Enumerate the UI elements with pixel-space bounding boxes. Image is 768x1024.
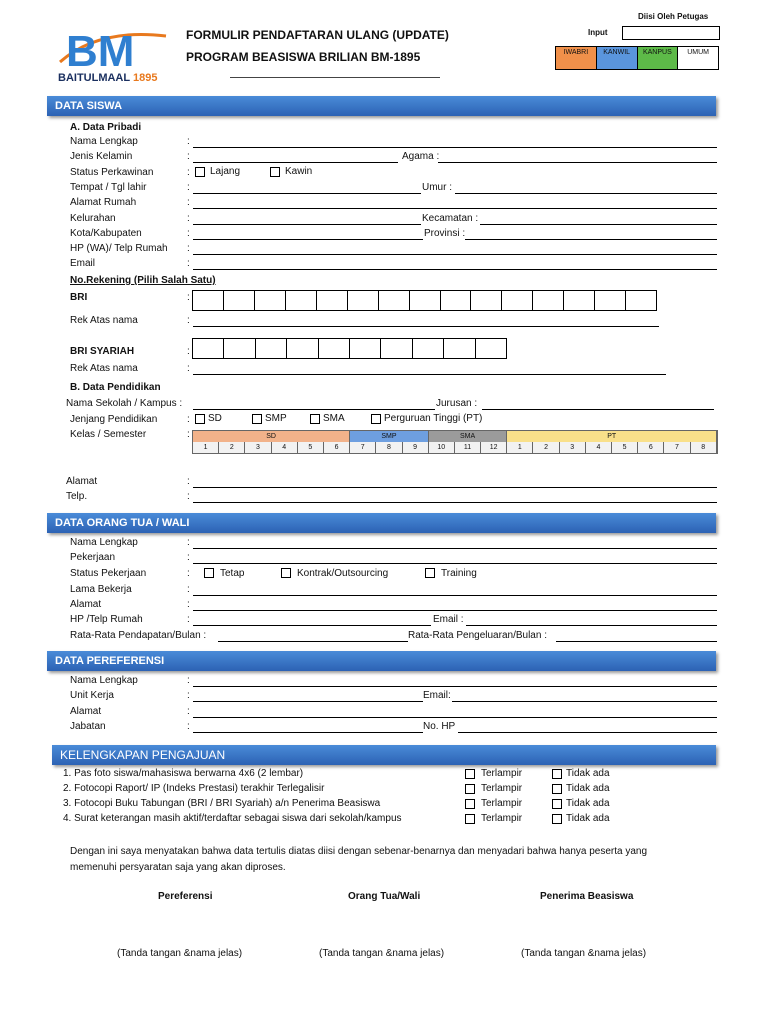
office-fill-cell[interactable] xyxy=(638,58,679,69)
grade-number-cell[interactable]: 11 xyxy=(455,442,481,453)
account-digit-box[interactable] xyxy=(224,291,255,310)
account-digit-box[interactable] xyxy=(255,291,286,310)
label-tidak-ada: Tidak ada xyxy=(566,783,610,794)
field-email-ref[interactable] xyxy=(452,701,717,702)
colon: : xyxy=(187,292,190,303)
colon: : xyxy=(187,476,190,487)
label-no-rekening: No.Rekening (Pilih Salah Satu) xyxy=(70,275,216,286)
field-email-ortu[interactable] xyxy=(466,625,717,626)
account-digit-box[interactable] xyxy=(193,339,224,358)
checkbox-smp[interactable] xyxy=(252,414,262,424)
sig-note-penerima: (Tanda tangan &nama jelas) xyxy=(521,948,647,959)
grade-grid xyxy=(192,430,718,454)
label-email-ortu: Email : xyxy=(433,614,464,625)
field-nama[interactable] xyxy=(193,147,717,148)
checkbox-tidak-ada[interactable] xyxy=(552,814,562,824)
field-umur[interactable] xyxy=(455,193,717,194)
account-digit-box[interactable] xyxy=(502,291,533,310)
grade-number-cell[interactable]: 12 xyxy=(481,442,507,453)
label-jenis-kelamin: Jenis Kelamin xyxy=(70,151,133,162)
checkbox-pt[interactable] xyxy=(371,414,381,424)
grade-number-cell[interactable]: 4 xyxy=(586,442,612,453)
label-nama-sekolah: Nama Sekolah / Kampus : xyxy=(66,398,183,409)
account-digit-box[interactable] xyxy=(379,291,410,310)
checkbox-tidak-ada[interactable] xyxy=(552,784,562,794)
account-digit-box[interactable] xyxy=(441,291,472,310)
label-email: Email xyxy=(70,258,96,269)
label-kota: Kota/Kabupaten xyxy=(70,228,142,239)
grade-number-cell[interactable]: 1 xyxy=(507,442,533,453)
label-rek-atas-nama-bri: Rek Atas nama xyxy=(70,315,138,326)
colon: : xyxy=(187,414,190,425)
office-note: Diisi Oleh Petugas xyxy=(638,12,709,21)
label-kecamatan: Kecamatan : xyxy=(422,213,479,224)
checkbox-tidak-ada[interactable] xyxy=(552,769,562,779)
grade-number-cell[interactable]: 8 xyxy=(376,442,402,453)
label-kontrak: Kontrak/Outsourcing xyxy=(297,568,389,579)
label-hp-ortu: HP /Telp Rumah xyxy=(70,614,143,625)
account-digit-box[interactable] xyxy=(410,291,441,310)
label-lajang: Lajang xyxy=(210,166,241,177)
colon: : xyxy=(187,552,190,563)
field-rek-atas-nama-bri[interactable] xyxy=(193,326,659,327)
office-col-iwabri: IWABRI xyxy=(556,47,597,58)
label-level-smp: SMP xyxy=(265,413,287,424)
label-jurusan: Jurusan : xyxy=(436,398,478,409)
label-telp-sekolah: Telp. xyxy=(66,491,88,502)
field-pekerjaan[interactable] xyxy=(193,563,717,564)
label-kelas-semester: Kelas / Semester xyxy=(70,429,147,440)
sub-data-pendidikan: B. Data Pendidikan xyxy=(70,382,161,393)
colon: : xyxy=(187,491,190,502)
colon: : xyxy=(187,182,190,193)
field-hp-ortu[interactable] xyxy=(193,625,431,626)
label-pengeluaran: Rata-Rata Pengeluaran/Bulan : xyxy=(408,630,547,641)
field-telp-sekolah[interactable] xyxy=(193,502,717,503)
account-digit-box[interactable] xyxy=(533,291,564,310)
grade-number-cell[interactable]: 5 xyxy=(612,442,638,453)
input-label: Input xyxy=(588,28,608,37)
field-jabatan[interactable] xyxy=(193,732,423,733)
logo-wordmark: BAITULMAAL 1895 xyxy=(58,72,158,84)
label-nama-ref: Nama Lengkap xyxy=(70,675,138,686)
colon: : xyxy=(187,167,190,178)
field-alamat-sekolah[interactable] xyxy=(193,487,717,488)
colon: : xyxy=(187,197,190,208)
office-fill-cell[interactable] xyxy=(678,58,718,69)
grade-number-cell[interactable]: 6 xyxy=(324,442,350,453)
label-alamat-rumah: Alamat Rumah xyxy=(70,197,137,208)
label-unit-kerja: Unit Kerja xyxy=(70,690,114,701)
sig-note-ref: (Tanda tangan &nama jelas) xyxy=(117,948,243,959)
label-alamat-sekolah: Alamat xyxy=(66,476,98,487)
field-hp[interactable] xyxy=(193,254,717,255)
field-unit-kerja[interactable] xyxy=(193,701,423,702)
account-digit-box[interactable] xyxy=(348,291,379,310)
colon: : xyxy=(187,614,190,625)
checkbox-terlampir[interactable] xyxy=(465,814,475,824)
account-digit-box[interactable] xyxy=(381,339,412,358)
grade-number-cell[interactable]: 8 xyxy=(691,442,717,453)
label-tidak-ada: Tidak ada xyxy=(566,798,610,809)
grade-number-cell[interactable]: 6 xyxy=(638,442,664,453)
title-divider xyxy=(230,77,440,78)
field-rek-atas-nama-bri-syariah[interactable] xyxy=(193,374,666,375)
account-digit-box[interactable] xyxy=(287,339,318,358)
colon: : xyxy=(187,706,190,717)
checkbox-training[interactable] xyxy=(425,568,435,578)
checkbox-kontrak[interactable] xyxy=(281,568,291,578)
colon: : xyxy=(187,584,190,595)
colon: : xyxy=(187,136,190,147)
colon: : xyxy=(187,429,190,440)
field-pendapatan[interactable] xyxy=(218,641,408,642)
label-terlampir: Terlampir xyxy=(481,768,523,779)
account-digit-box[interactable] xyxy=(193,291,224,310)
section-kelengkapan: KELENGKAPAN PENGAJUAN xyxy=(52,745,716,765)
field-pengeluaran[interactable] xyxy=(556,641,717,642)
input-box[interactable] xyxy=(622,26,720,40)
field-alamat-ref[interactable] xyxy=(193,717,717,718)
section-data-pereferensi: DATA PEREFERENSI xyxy=(47,651,716,671)
svg-text:BM: BM xyxy=(66,27,135,70)
field-ttl[interactable] xyxy=(193,193,421,194)
field-lama-bekerja[interactable] xyxy=(193,595,717,596)
grade-number-cell[interactable]: 10 xyxy=(429,442,455,453)
colon: : xyxy=(187,690,190,701)
label-training: Training xyxy=(441,568,477,579)
office-fill-cell[interactable] xyxy=(556,58,597,69)
label-kawin: Kawin xyxy=(285,166,313,177)
account-digit-box[interactable] xyxy=(224,339,255,358)
sig-ortu: Orang Tua/Wali xyxy=(348,891,421,902)
sig-pereferensi: Pereferensi xyxy=(158,891,213,902)
grade-number-cell[interactable]: 3 xyxy=(245,442,271,453)
bri-account-boxes[interactable] xyxy=(192,290,657,311)
field-kecamatan[interactable] xyxy=(480,224,717,225)
field-nama-ortu[interactable] xyxy=(193,548,717,549)
field-provinsi[interactable] xyxy=(465,239,717,240)
grade-number-cell[interactable]: 2 xyxy=(219,442,245,453)
checkbox-terlampir[interactable] xyxy=(465,799,475,809)
label-alamat-ortu: Alamat xyxy=(70,599,102,610)
colon: : xyxy=(187,721,190,732)
section-data-ortu: DATA ORANG TUA / WALI xyxy=(47,513,716,533)
checkbox-tidak-ada[interactable] xyxy=(552,799,562,809)
office-fill-cell[interactable] xyxy=(597,58,638,69)
field-jenis-kelamin[interactable] xyxy=(193,162,398,163)
grade-group-pt: PT xyxy=(507,431,717,442)
colon: : xyxy=(187,346,190,357)
account-digit-box[interactable] xyxy=(350,339,381,358)
statement-line2: memenuhi persyaratan saja yang akan diproses. xyxy=(70,862,286,873)
field-nama-ref[interactable] xyxy=(193,686,717,687)
colon: : xyxy=(187,258,190,269)
label-bri-syariah: BRI SYARIAH xyxy=(70,346,135,357)
label-tidak-ada: Tidak ada xyxy=(566,813,610,824)
form-subtitle: PROGRAM BEASISWA BRILIAN BM-1895 xyxy=(186,50,421,64)
account-digit-box[interactable] xyxy=(595,291,626,310)
field-no-hp-ref[interactable] xyxy=(458,732,717,733)
kelengkapan-item: 1. Pas foto siswa/mahasiswa berwarna 4x6 (2 lembar) xyxy=(63,768,304,779)
office-col-umum: UMUM xyxy=(678,47,718,58)
baitulmaal-logo xyxy=(58,22,168,70)
grade-number-cell[interactable]: 4 xyxy=(272,442,298,453)
grade-group-sma: SMA xyxy=(429,431,508,442)
label-jenjang: Jenjang Pendidikan xyxy=(70,414,158,425)
label-nama-ortu: Nama Lengkap xyxy=(70,537,138,548)
label-terlampir: Terlampir xyxy=(481,783,523,794)
colon: : xyxy=(187,599,190,610)
checkbox-kawin[interactable] xyxy=(270,167,280,177)
label-tidak-ada: Tidak ada xyxy=(566,768,610,779)
field-jurusan[interactable] xyxy=(482,409,714,410)
account-digit-box[interactable] xyxy=(626,291,656,310)
label-umur: Umur : xyxy=(422,182,452,193)
account-digit-box[interactable] xyxy=(476,339,506,358)
account-digit-box[interactable] xyxy=(256,339,287,358)
label-terlampir: Terlampir xyxy=(481,813,523,824)
label-level-pt: Perguruan Tinggi (PT) xyxy=(384,413,483,424)
label-no-hp-ref: No. HP xyxy=(423,721,456,732)
office-table xyxy=(555,46,719,70)
field-agama[interactable] xyxy=(438,162,717,163)
label-tetap: Tetap xyxy=(220,568,245,579)
label-email-ref: Email: xyxy=(423,690,451,701)
grade-number-cell[interactable]: 7 xyxy=(664,442,690,453)
label-terlampir: Terlampir xyxy=(481,798,523,809)
checkbox-terlampir[interactable] xyxy=(465,784,475,794)
colon: : xyxy=(187,568,190,579)
label-agama: Agama : xyxy=(402,151,440,162)
label-status-pekerjaan: Status Pekerjaan xyxy=(70,568,147,579)
grade-number-cell[interactable]: 3 xyxy=(560,442,586,453)
checkbox-sma[interactable] xyxy=(310,414,320,424)
kelengkapan-item: 2. Fotocopi Raport/ IP (Indeks Prestasi) terakhir Terlegalisir xyxy=(63,783,325,794)
label-pendapatan: Rata-Rata Pendapatan/Bulan : xyxy=(70,630,207,641)
label-level-sma: SMA xyxy=(323,413,345,424)
colon: : xyxy=(187,228,190,239)
label-pekerjaan: Pekerjaan xyxy=(70,552,116,563)
colon: : xyxy=(187,537,190,548)
label-tempat-tgl-lahir: Tempat / Tgl lahir xyxy=(70,182,147,193)
office-col-kanpus: KANPUS xyxy=(638,47,679,58)
sig-note-ortu: (Tanda tangan &nama jelas) xyxy=(319,948,445,959)
colon: : xyxy=(187,243,190,254)
grade-number-cell[interactable]: 7 xyxy=(350,442,376,453)
label-nama: Nama Lengkap xyxy=(70,136,138,147)
checkbox-lajang[interactable] xyxy=(195,167,205,177)
field-nama-sekolah[interactable] xyxy=(193,409,435,410)
label-lama-bekerja: Lama Bekerja xyxy=(70,584,132,595)
account-digit-box[interactable] xyxy=(471,291,502,310)
label-level-sd: SD xyxy=(208,413,222,424)
sig-penerima: Penerima Beasiswa xyxy=(540,891,634,902)
grade-group-sd: SD xyxy=(193,431,350,442)
colon: : xyxy=(187,675,190,686)
field-kota[interactable] xyxy=(193,239,423,240)
grade-number-cell[interactable]: 9 xyxy=(403,442,429,453)
account-digit-box[interactable] xyxy=(319,339,350,358)
grade-group-smp: SMP xyxy=(350,431,429,442)
label-rek-atas-nama-bri-syariah: Rek Atas nama xyxy=(70,363,138,374)
grade-number-cell[interactable]: 2 xyxy=(533,442,559,453)
checkbox-terlampir[interactable] xyxy=(465,769,475,779)
colon: : xyxy=(187,151,190,162)
field-alamat-ortu[interactable] xyxy=(193,610,717,611)
account-digit-box[interactable] xyxy=(413,339,444,358)
field-email[interactable] xyxy=(193,269,717,270)
sub-data-pribadi: A. Data Pribadi xyxy=(70,122,142,133)
form-title: FORMULIR PENDAFTARAN ULANG (UPDATE) xyxy=(186,28,449,42)
checkbox-sd[interactable] xyxy=(195,414,205,424)
kelengkapan-item: 3. Fotocopi Buku Tabungan (BRI / BRI Syariah) a/n Penerima Beasiswa xyxy=(63,798,381,809)
label-bri: BRI xyxy=(70,292,88,303)
label-provinsi: Provinsi : xyxy=(424,228,466,239)
bri-syariah-account-boxes[interactable] xyxy=(192,338,507,359)
label-jabatan: Jabatan xyxy=(70,721,106,732)
account-digit-box[interactable] xyxy=(286,291,317,310)
colon: : xyxy=(187,315,190,326)
label-alamat-ref: Alamat xyxy=(70,706,102,717)
label-kelurahan: Kelurahan xyxy=(70,213,116,224)
account-digit-box[interactable] xyxy=(317,291,348,310)
account-digit-box[interactable] xyxy=(444,339,475,358)
colon: : xyxy=(187,213,190,224)
section-data-siswa: DATA SISWA xyxy=(47,96,716,116)
field-alamat-rumah[interactable] xyxy=(193,208,717,209)
account-digit-box[interactable] xyxy=(564,291,595,310)
grade-number-cell[interactable]: 1 xyxy=(193,442,219,453)
statement-line1: Dengan ini saya menyatakan bahwa data tertulis diatas diisi dengan sebenar-benarnya dan menyadari bahwa hanya peserta yang xyxy=(70,846,648,857)
field-kelurahan[interactable] xyxy=(193,224,421,225)
grade-number-cell[interactable]: 5 xyxy=(298,442,324,453)
checkbox-tetap[interactable] xyxy=(204,568,214,578)
colon: : xyxy=(187,363,190,374)
kelengkapan-item: 4. Surat keterangan masih aktif/terdaftar sebagai siswa dari sekolah/kampus xyxy=(63,813,402,824)
office-col-kanwil: KANWIL xyxy=(597,47,638,58)
label-status-perkawinan: Status Perkawinan xyxy=(70,167,154,178)
label-hp: HP (WA)/ Telp Rumah xyxy=(70,243,168,254)
